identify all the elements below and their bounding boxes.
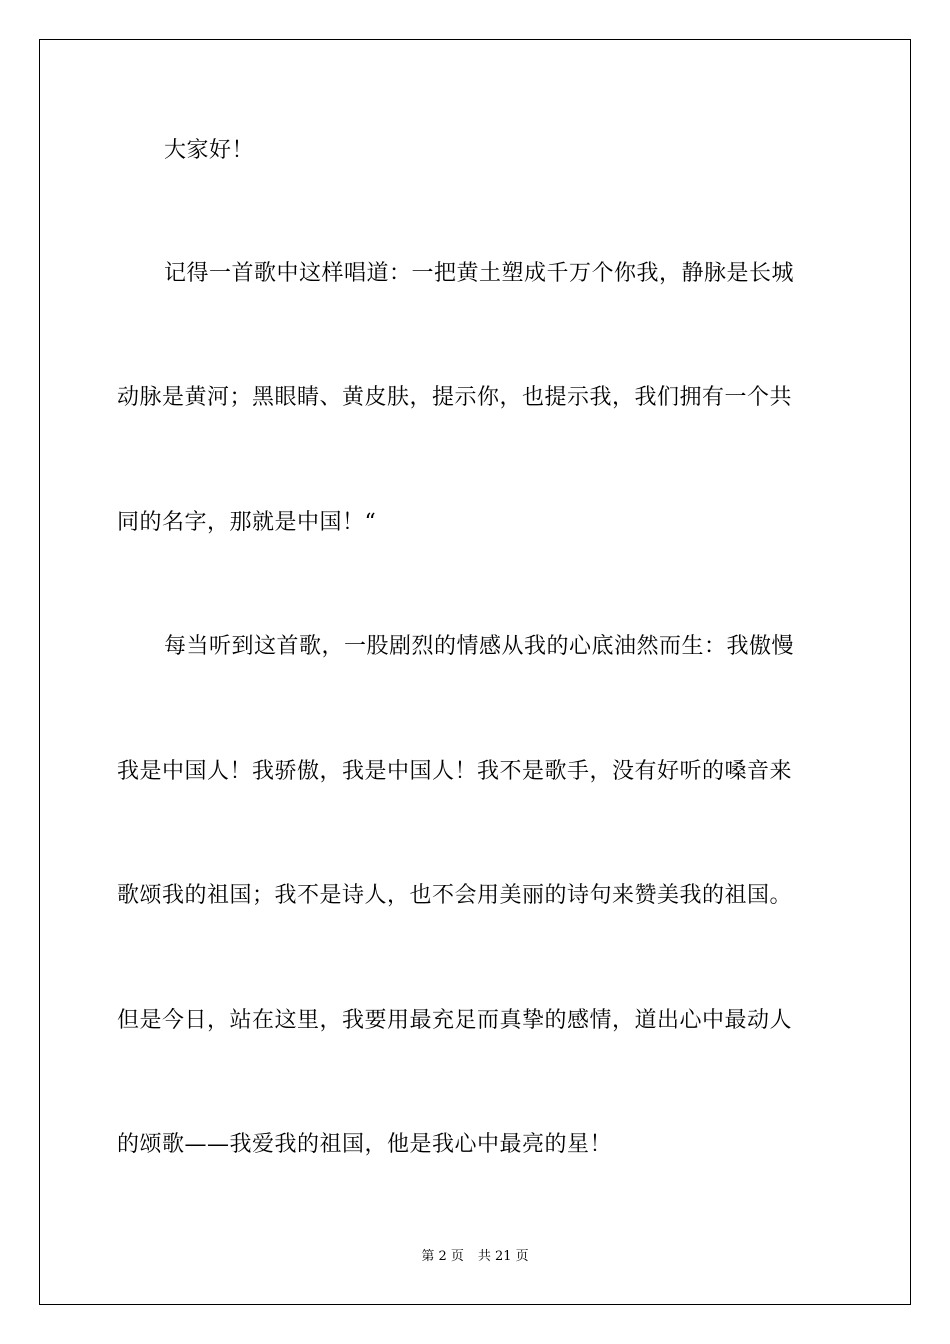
paragraph-2-line-3: 歌颂我的祖国；我不是诗人，也不会用美丽的诗句来赞美我的祖国。 — [117, 883, 793, 908]
paragraph-2-line-2: 我是中国人！我骄傲，我是中国人！我不是歌手，没有好听的嗓音来 — [117, 759, 793, 784]
paragraph-2-line-4: 但是今日，站在这里，我要用最充足而真挚的感情，道出心中最动人 — [117, 1008, 793, 1033]
page-number: 第 2 页 — [421, 1249, 464, 1264]
page-frame — [39, 39, 911, 1305]
paragraph-1-line-2: 动脉是黄河；黑眼睛、黄皮肤，提示你，也提示我，我们拥有一个共 — [117, 385, 793, 410]
paragraph-2-line-1: 每当听到这首歌，一股剧烈的情感从我的心底油然而生：我傲慢 — [164, 634, 795, 659]
greeting-line: 大家好！ — [164, 138, 255, 163]
page-footer — [0, 1249, 950, 1265]
paragraph-1-line-3: 同的名字，那就是中国！“ — [117, 510, 377, 535]
paragraph-1-line-1: 记得一首歌中这样唱道：一把黄土塑成千万个你我，静脉是长城 — [164, 261, 795, 286]
page-total: 共 21 页 — [477, 1249, 529, 1264]
paragraph-2-line-5: 的颂歌——我爱我的祖国，他是我心中最亮的星！ — [117, 1132, 613, 1157]
